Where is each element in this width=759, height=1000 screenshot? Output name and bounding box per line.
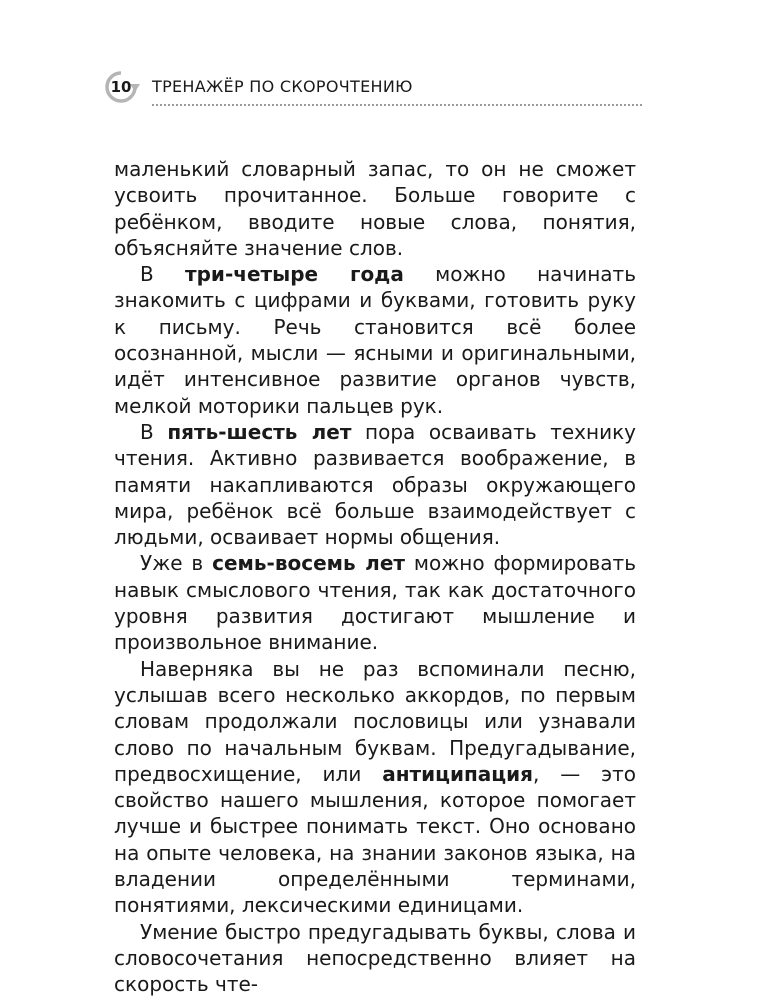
page-number: 10 (110, 78, 132, 96)
paragraph-text: можно формировать навык смыслового чтения, так как достаточного уровня развития достигают мышление и произвольное внимание. (114, 551, 636, 655)
running-title: ТРЕНАЖЁР ПО СКОРОЧТЕНИЮ (152, 77, 413, 96)
paragraph-text: маленький словарный запас, то он не сможет усвоить прочитанное. Больше говорите с ребёнком, вводите новые слова, понятия, объясняйте значение слов. (114, 157, 636, 260)
paragraph-text: В (140, 262, 186, 287)
paragraph-text: Умение быстро предугадывать буквы, слова и словосочетания непосредственно влияет на скорость чте- (114, 919, 636, 997)
paragraph-text: можно начинать знакомить с цифрами и буквами, готовить руку к письму. Речь становится всё более осознанной, мысли — ясными и оригинальными, идёт интенсивное развитие органов чувств, мелкой моторики пальцев рук. (114, 262, 636, 418)
header-dotted-rule (152, 104, 642, 106)
emphasis-term: семь-восемь лет (212, 551, 405, 576)
paragraph-3 (114, 419, 636, 550)
emphasis-term: пять-шесть лет (167, 419, 352, 444)
body-text (114, 156, 636, 998)
paragraph-text: пора осваивать технику чтения. Активно развивается воображение, в памяти накапливаются образы окружающего мира, ребёнок всё больше взаимодействует с людьми, осваивает нормы общения. (114, 419, 636, 550)
emphasis-term: антиципация (382, 761, 533, 786)
paragraph-2 (114, 261, 636, 419)
paragraph-5 (114, 656, 636, 919)
paragraph-4 (114, 550, 636, 655)
paragraph-1 (114, 156, 636, 261)
emphasis-term: три-четыре года (185, 262, 404, 287)
paragraph-text: Наверняка вы не раз вспоминали песню, услышав всего несколько аккордов, по первым словам продолжали пословицы или узнавали слово по начальным буквам. Предугадывание, предвосхищение, или (114, 656, 636, 786)
page-header (104, 70, 644, 110)
paragraph-text: Уже в (140, 551, 213, 576)
page-number-badge (104, 70, 142, 108)
paragraph-text: , — это свойство нашего мышления, которое помогает лучше и быстрее понимать текст. Оно основано на опыте человека, на знании законов языка, на владении определёнными терминами, понятиями, лексическими единицами. (114, 761, 636, 918)
paragraph-6 (114, 919, 636, 998)
paragraph-text: В (140, 419, 168, 444)
